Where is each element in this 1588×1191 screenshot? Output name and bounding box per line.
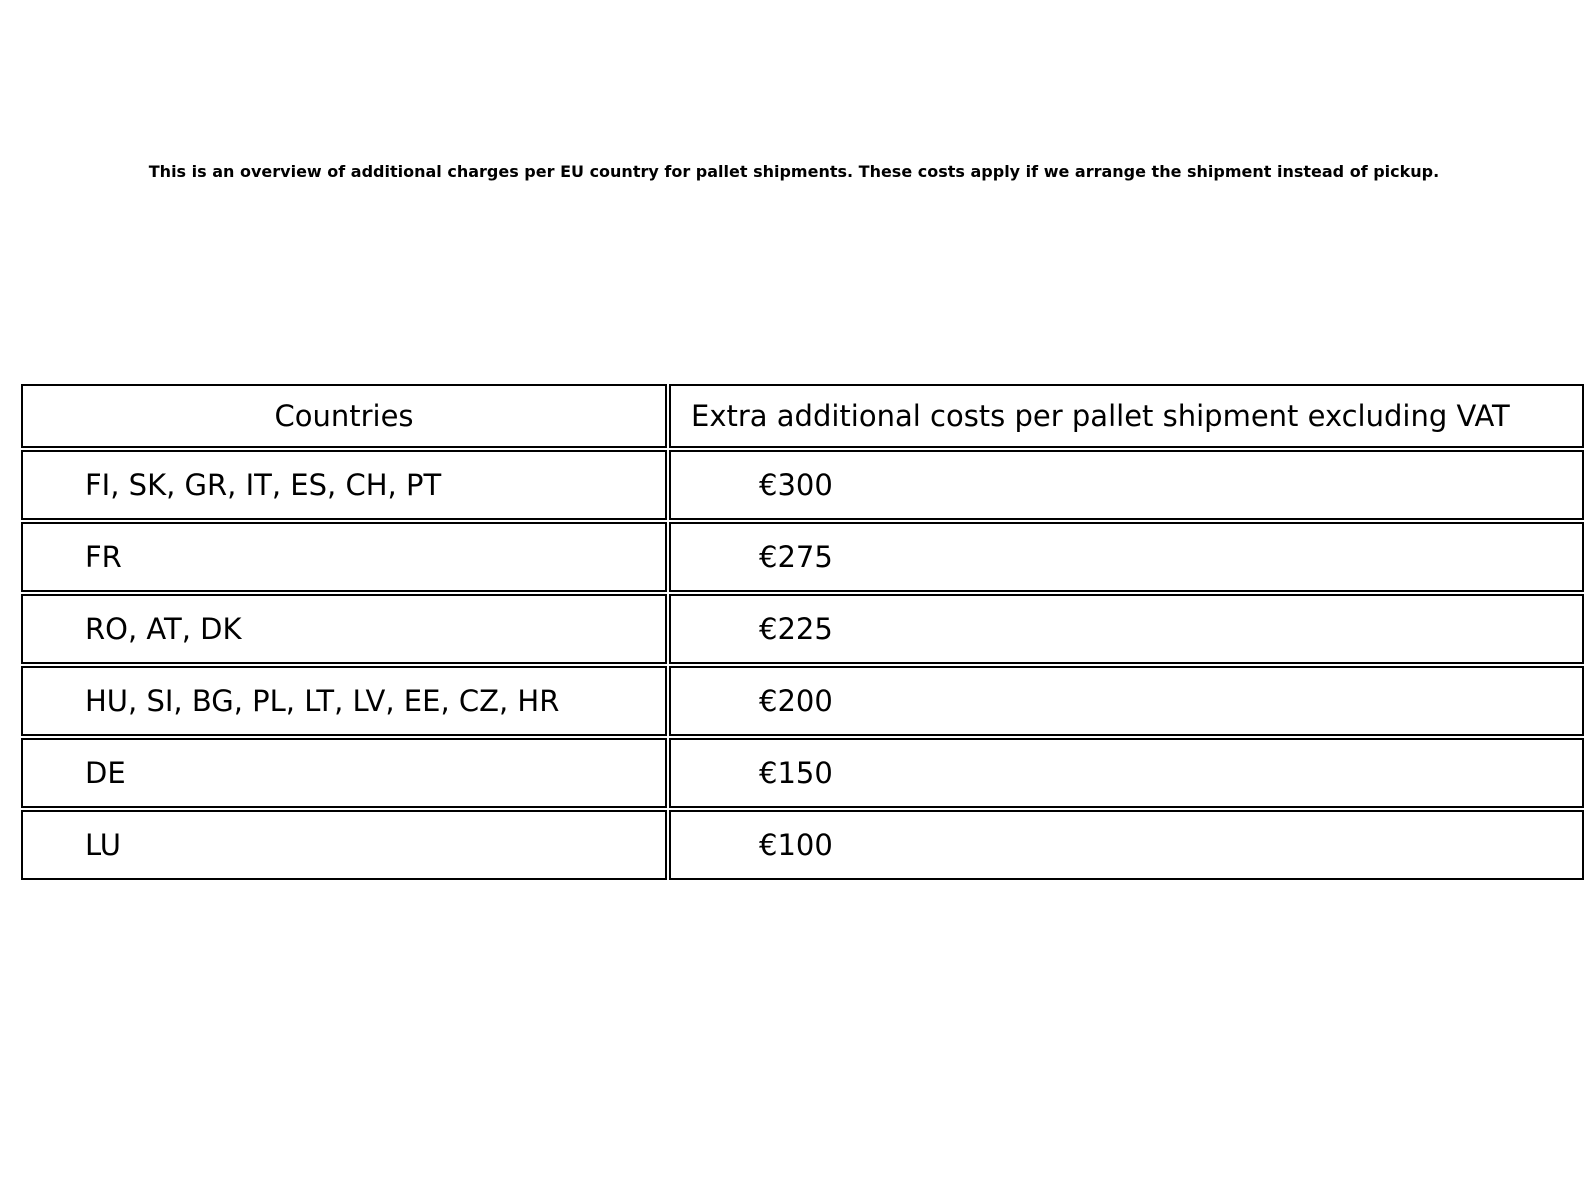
countries-cell: DE [21, 738, 667, 808]
countries-cell: FR [21, 522, 667, 592]
table-row [21, 594, 1584, 664]
table-row [21, 450, 1584, 520]
countries-cell: LU [21, 810, 667, 880]
intro-text: This is an overview of additional charges per EU country for pallet shipments. These costs apply if we arrange the shipment instead of pickup. [148, 162, 1440, 181]
cost-cell: €225 [669, 594, 1584, 664]
cost-cell: €100 [669, 810, 1584, 880]
table-row [21, 522, 1584, 592]
table-row [21, 666, 1584, 736]
cost-cell: €200 [669, 666, 1584, 736]
countries-column-header: Countries [21, 384, 667, 448]
countries-cell: HU, SI, BG, PL, LT, LV, EE, CZ, HR [21, 666, 667, 736]
cost-cell: €275 [669, 522, 1584, 592]
table-row [21, 810, 1584, 880]
cost-cell: €150 [669, 738, 1584, 808]
countries-cell: FI, SK, GR, IT, ES, CH, PT [21, 450, 667, 520]
costs-column-header: Extra additional costs per pallet shipment excluding VAT [669, 384, 1584, 448]
table-header [21, 384, 1584, 448]
countries-cell: RO, AT, DK [21, 594, 667, 664]
charges-table [19, 382, 1586, 882]
table-row [21, 738, 1584, 808]
cost-cell: €300 [669, 450, 1584, 520]
table-body [21, 450, 1584, 880]
header-row [21, 384, 1584, 448]
